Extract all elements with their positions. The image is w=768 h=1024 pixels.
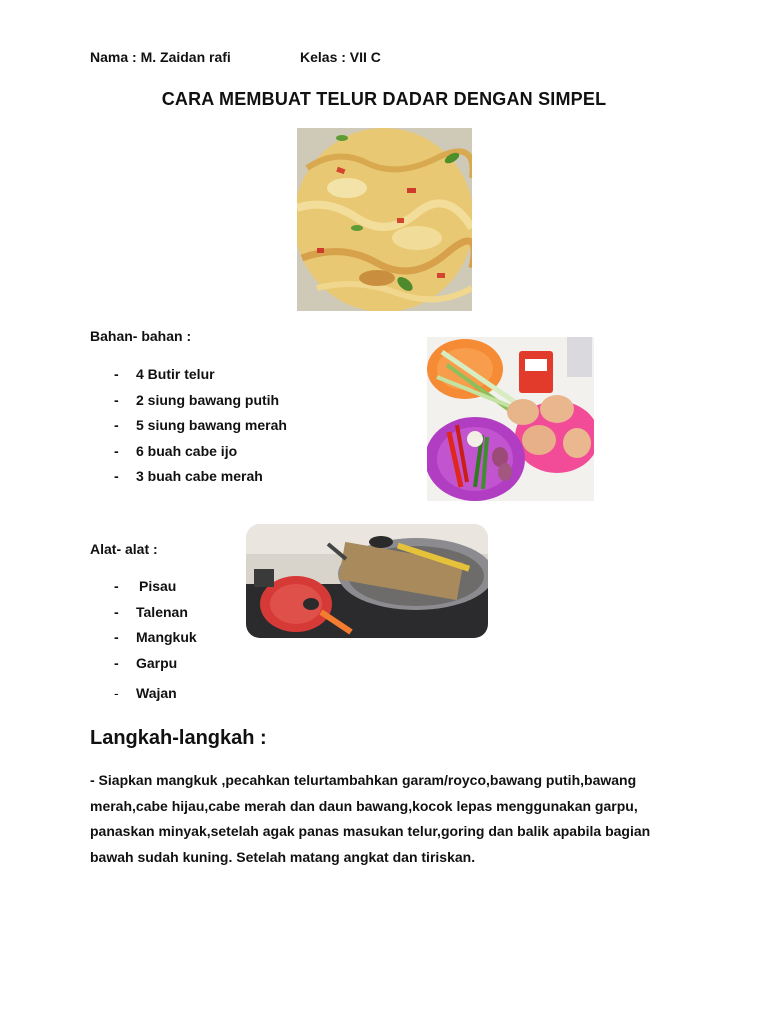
list-item: - 2 siung bawang putih [114,391,280,408]
tools-photo [246,524,488,638]
list-item: - Talenan [114,603,188,620]
list-item: - Wajan [114,685,177,701]
list-item: - 5 siung bawang merah [114,417,287,433]
ingredients-photo [427,337,594,501]
ingredients-label: Bahan- bahan : [90,328,192,344]
list-item: - 6 buah cabe ijo [114,442,238,459]
list-item: - 3 buah cabe merah [114,468,263,484]
page-title: CARA MEMBUAT TELUR DADAR DENGAN SIMPEL [161,89,607,109]
list-item: - Mangkuk [114,629,197,645]
omelette-photo [297,128,472,311]
list-item: - Pisau [114,578,177,594]
steps-heading: Langkah-langkah : [90,727,267,749]
tools-list [90,578,197,711]
ingredients-list [90,366,287,494]
student-class: Kelas : VII C [300,49,381,65]
steps-text: - Siapkan mangkuk ,pecahkan telurtambahkan garam/royco,bawang putih,bawang merah,cabe hijau,cabe merah dan daun bawang,kocok lepas menggunakan garpu, panaskan minyak,setelah agak panas masukan telur,goring dan balik apabila bagian bawah sudah kuning. Setelah matang angkat dan tiriskan. [90,772,651,865]
tools-label: Alat- alat : [90,541,158,557]
list-item: - 4 Butir telur [114,366,215,382]
student-name: Nama : M. Zaidan rafi [90,49,231,65]
list-item: - Garpu [114,654,178,671]
